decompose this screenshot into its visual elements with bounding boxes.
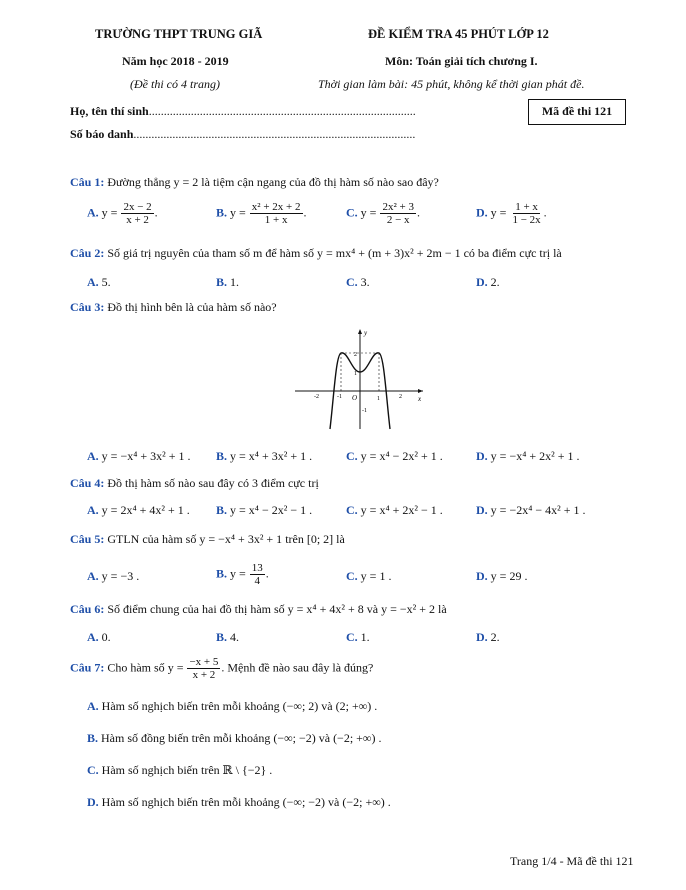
q5-option-a[interactable]: A. y = −3 . [87, 569, 140, 583]
school-name: TRƯỜNG THPT TRUNG GIÃ [95, 27, 263, 41]
question-3: Câu 3: Đồ thị hình bên là của hàm số nào? [70, 300, 277, 314]
q7-option-b[interactable]: B. Hàm số đồng biến trên mỗi khoảng (−∞; −2) và (−2; +∞) . [87, 731, 382, 745]
candidate-id-label: Số báo danh [70, 127, 134, 141]
q7-option-a[interactable]: A. Hàm số nghịch biến trên mỗi khoảng (−∞; 2) và (2; +∞) . [87, 699, 378, 713]
candidate-name-label: Họ, tên thí sinh [70, 104, 149, 118]
pages-note: (Đề thi có 4 trang) [130, 77, 220, 91]
question-6: Câu 6: Số điểm chung của hai đồ thị hàm số y = x⁴ + 4x² + 8 và y = −x² + 2 là [70, 602, 447, 616]
school-year: Năm học 2018 - 2019 [122, 54, 229, 68]
question-7: Câu 7: Cho hàm số y = $\frac{-x + 5}{x + 2}$ . Mệnh đề nào sau đây là đúng? [70, 656, 374, 681]
q4-option-d[interactable]: D. y = −2x⁴ − 4x² + 1 . [476, 503, 586, 517]
time-note: Thời gian làm bài: 45 phút, không kể thời gian phát đề. [318, 77, 585, 91]
candidate-name-line: Họ, tên thí sinh......................................................................................... [70, 104, 416, 118]
question-1 [70, 175, 439, 190]
exam-subject: Môn: Toán giải tích chương I. [385, 54, 538, 68]
svg-text:2: 2 [354, 352, 357, 358]
fraction: $\frac{\text{x² + 2x + 2}}{1 + x}$ [251, 201, 301, 226]
function-graph [290, 325, 430, 435]
q1-option-b[interactable]: B. y = $\frac{\text{x² + 2x + 2}}{1 + x}$ . [216, 201, 307, 226]
fraction: $\frac{\text{2x² + 3}}{2 - x}$ [382, 201, 414, 226]
q6-formula-2: y = −x² + 2 [381, 602, 435, 616]
svg-text:1: 1 [354, 371, 357, 377]
q1-option-a[interactable]: A. y = $\frac{2x - 2}{x + 2}$ . [87, 201, 158, 226]
question-1-text: Đường thẳng y = 2 là tiệm cận ngang của đồ thị hàm số nào sao đây? [107, 175, 439, 189]
question-2: Câu 2: Số giá trị nguyên của tham số m để hàm số y = mx⁴ + (m + 3)x² + 2m − 1 có ba điểm cực trị là [70, 246, 562, 260]
q7-option-c[interactable]: C. Hàm số nghịch biến trên ℝ \ {−2} . [87, 763, 273, 777]
q3-option-b[interactable]: B. y = x⁴ + 3x² + 1 . [216, 449, 313, 463]
svg-text:O: O [352, 394, 358, 402]
q2-option-b[interactable]: B. 1. [216, 275, 240, 289]
svg-text:x: x [418, 395, 422, 403]
q6-option-b[interactable]: B. 4. [216, 630, 240, 644]
fraction: $\frac{1 + x}{1 - 2x}$ [512, 201, 541, 226]
y-axis-arrow [358, 329, 362, 334]
svg-text:-2: -2 [314, 394, 319, 400]
q6-option-a[interactable]: A. 0. [87, 630, 111, 644]
q6-formula-1: y = x⁴ + 4x² + 8 [287, 602, 364, 616]
q4-option-a[interactable]: A. y = 2x⁴ + 4x² + 1 . [87, 503, 190, 517]
question-5: Câu 5: GTLN của hàm số y = −x⁴ + 3x² + 1 trên [0; 2] là [70, 532, 345, 546]
q6-option-d[interactable]: D. 2. [476, 630, 500, 644]
q4-option-b[interactable]: B. y = x⁴ − 2x² − 1 . [216, 503, 313, 517]
q3-option-d[interactable]: D. y = −x⁴ + 2x² + 1 . [476, 449, 580, 463]
q2-option-c[interactable]: C. 3. [346, 275, 370, 289]
q3-option-a[interactable]: A. y = −x⁴ + 3x² + 1 . [87, 449, 191, 463]
x-axis-arrow [418, 389, 423, 393]
q5-option-d[interactable]: D. y = 29 . [476, 569, 528, 583]
page-footer: Trang 1/4 - Mã đề thi 121 [510, 854, 634, 868]
q5-formula: y = −x⁴ + 3x² + 1 [199, 532, 283, 546]
q3-option-c[interactable]: C. y = x⁴ − 2x² + 1 . [346, 449, 443, 463]
q2-option-d[interactable]: D. 2. [476, 275, 500, 289]
exam-code-box: Mã đề thi 121 [528, 99, 626, 125]
q2-option-a[interactable]: A. 5. [87, 275, 111, 289]
svg-text:-1: -1 [362, 408, 367, 414]
q2-formula: y = mx⁴ + (m + 3)x² + 2m − 1 [316, 246, 461, 260]
svg-text:1: 1 [377, 396, 380, 402]
svg-text:y: y [364, 329, 368, 337]
q5-option-c[interactable]: C. y = 1 . [346, 569, 392, 583]
q6-option-c[interactable]: C. 1. [346, 630, 370, 644]
q7-option-d[interactable]: D. Hàm số nghịch biến trên mỗi khoảng (−∞; −2) và (−2; +∞) . [87, 795, 391, 809]
q4-option-c[interactable]: C. y = x⁴ + 2x² − 1 . [346, 503, 443, 517]
fraction: $\frac{-x + 5}{x + 2}$ [189, 656, 219, 681]
q1-option-d[interactable]: D. y = $\frac{1 + x}{1 - 2x}$ . [476, 201, 547, 226]
question-4: Câu 4: Đồ thị hàm số nào sau đây có 3 điểm cực trị [70, 476, 319, 490]
svg-text:-1: -1 [337, 394, 342, 400]
q5-option-b[interactable]: B. y = $\frac{13}{4}$ . [216, 562, 269, 587]
candidate-id-line: Số báo danh.............................................................................................. [70, 127, 416, 141]
q1-option-c[interactable]: C. y = $\frac{\text{2x² + 3}}{2 - x}$ . [346, 201, 420, 226]
fraction: $\frac{2x - 2}{x + 2}$ [123, 201, 152, 226]
fraction: $\frac{13}{4}$ [251, 562, 263, 587]
question-1-label: Câu 1: [70, 175, 105, 189]
svg-text:2: 2 [399, 394, 402, 400]
exam-title: ĐỀ KIỂM TRA 45 PHÚT LỚP 12 [368, 27, 549, 41]
